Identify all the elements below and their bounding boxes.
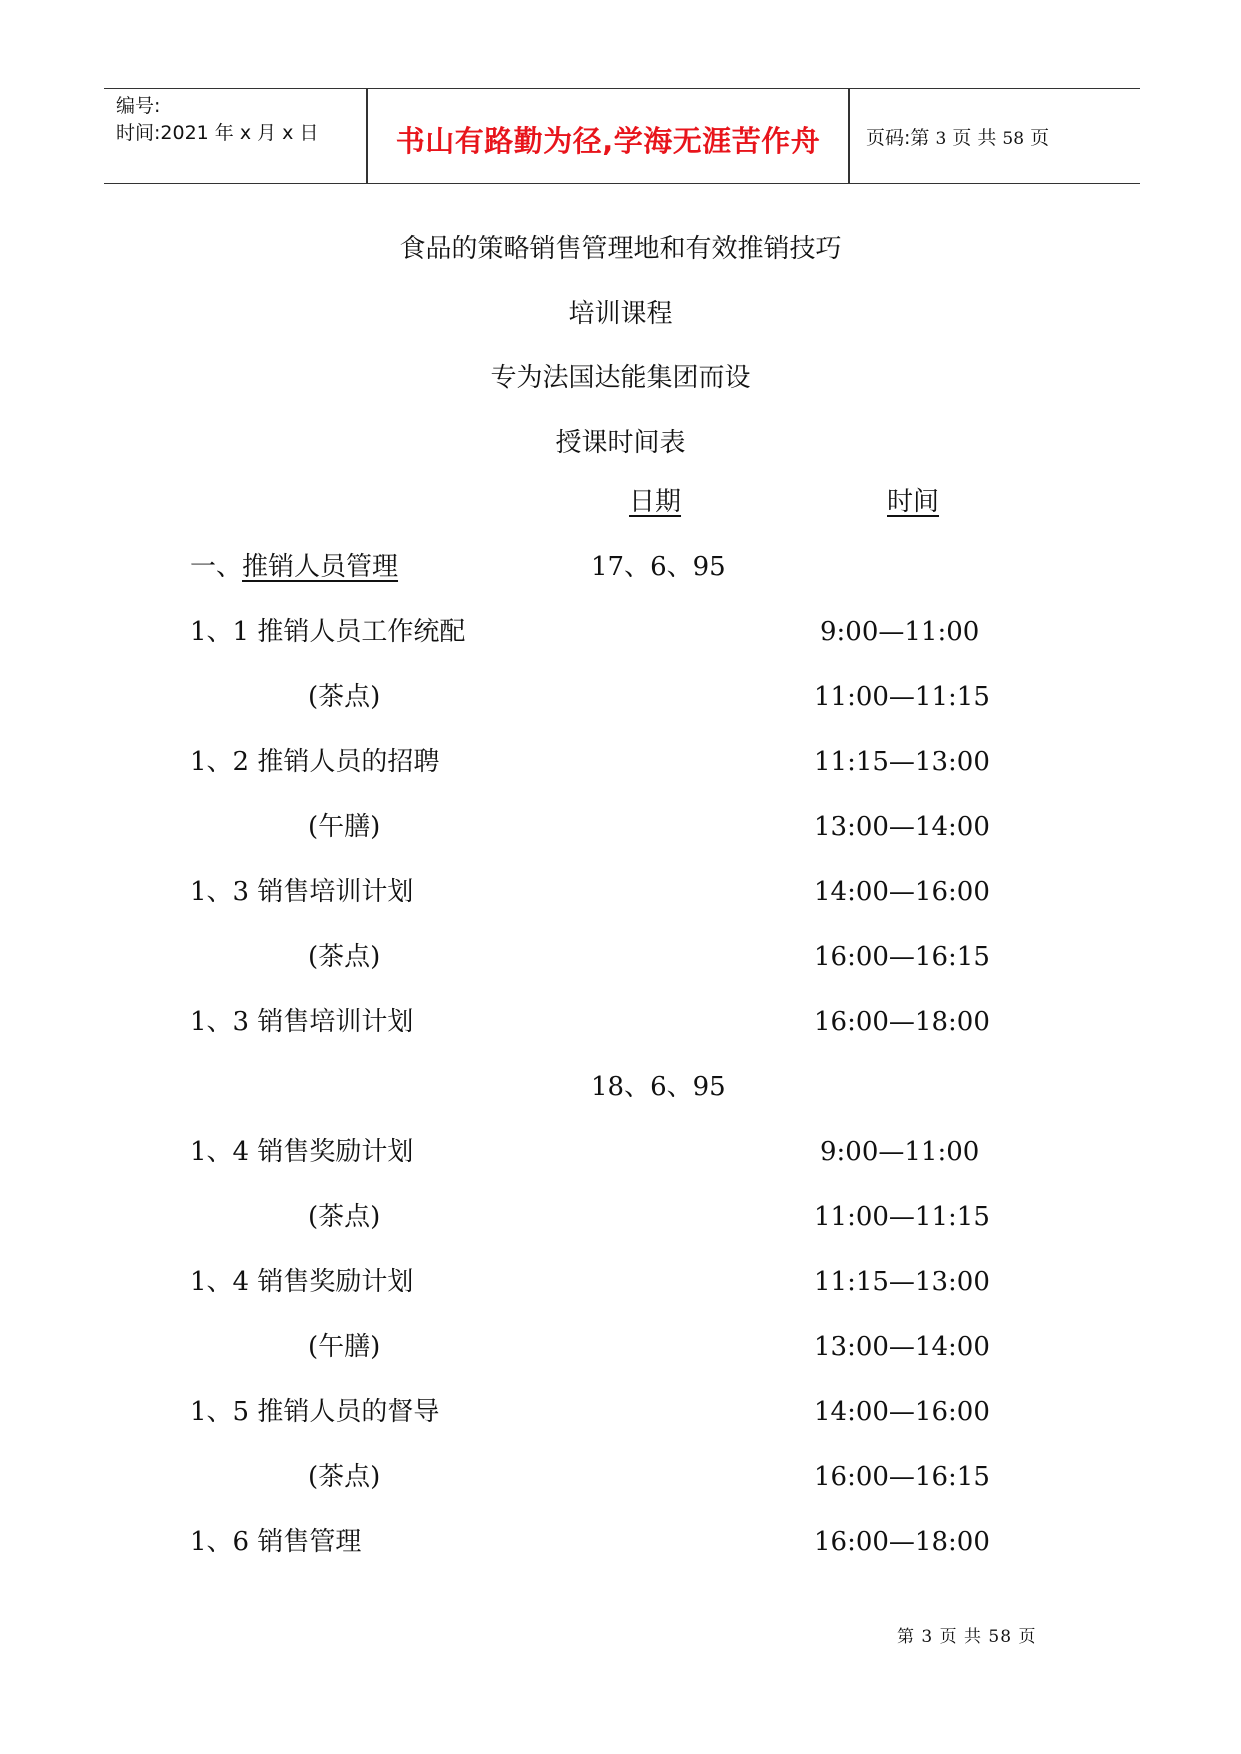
schedule-item: 1、3 销售培训计划 [190,1007,414,1037]
section-prefix: 一、 [190,552,243,582]
schedule-time: 11:15—13:00 [814,1267,990,1297]
header-page-number [866,123,1049,150]
document-number-label: 编号: [116,95,161,117]
schedule-time: 11:00—11:15 [814,1202,990,1232]
schedule-break: (午膳) [308,1332,381,1362]
page-current: 3 [935,129,947,149]
section-date: 17、6、95 [591,552,726,582]
page-header [104,88,1140,184]
schedule-item: 1、6 销售管理 [190,1527,362,1557]
schedule-item: 1、2 推销人员的招聘 [190,747,440,777]
schedule-break: (茶点) [308,682,381,712]
page-suffix: 页 [1024,127,1050,149]
schedule-item: 1、4 销售奖励计划 [190,1137,414,1167]
header-divider [848,89,850,183]
schedule-item: 1、3 销售培训计划 [190,877,414,907]
schedule-time: 13:00—14:00 [814,812,990,842]
page-prefix: 页码:第 [866,127,936,149]
header-motto: 书山有路勤为径,学海无涯苦作舟 [395,124,821,158]
schedule-break: (茶点) [308,1462,381,1492]
schedule-time: 11:15—13:00 [814,747,990,777]
schedule-time: 16:00—16:15 [814,1462,990,1492]
column-heading-date: 日期 [629,487,682,517]
course-title: 培训课程 [568,299,673,329]
document-date: 时间:2021 年 x 月 x 日 [116,122,319,144]
schedule-break: (午膳) [308,812,381,842]
schedule-time: 13:00—14:00 [814,1332,990,1362]
dedication-title: 专为法国达能集团而设 [490,363,751,393]
schedule-time: 16:00—18:00 [814,1007,990,1037]
header-meta [116,93,318,147]
schedule-time: 14:00—16:00 [814,1397,990,1427]
schedule-break: (茶点) [308,1202,381,1232]
column-heading-time: 时间 [887,487,940,517]
schedule-title: 授课时间表 [555,428,686,458]
schedule-time: 11:00—11:15 [814,682,990,712]
section-title: 推销人员管理 [242,552,399,582]
schedule-item: 1、5 推销人员的督导 [190,1397,440,1427]
page-total: 58 [1002,129,1025,149]
page-footer: 第 3 页 共 58 页 [897,1627,1037,1647]
schedule-time: 16:00—18:00 [814,1527,990,1557]
schedule-time: 9:00—11:00 [820,617,980,647]
section-heading [190,552,398,582]
schedule-time: 14:00—16:00 [814,877,990,907]
schedule-time: 16:00—16:15 [814,942,990,972]
schedule-break: (茶点) [308,942,381,972]
document-title: 食品的策略销售管理地和有效推销技巧 [399,234,842,264]
day-date: 18、6、95 [591,1072,726,1102]
schedule-item: 1、4 销售奖励计划 [190,1267,414,1297]
schedule-item: 1、1 推销人员工作统配 [190,617,466,647]
schedule-time: 9:00—11:00 [820,1137,980,1167]
page-mid: 页 共 [946,127,1003,149]
